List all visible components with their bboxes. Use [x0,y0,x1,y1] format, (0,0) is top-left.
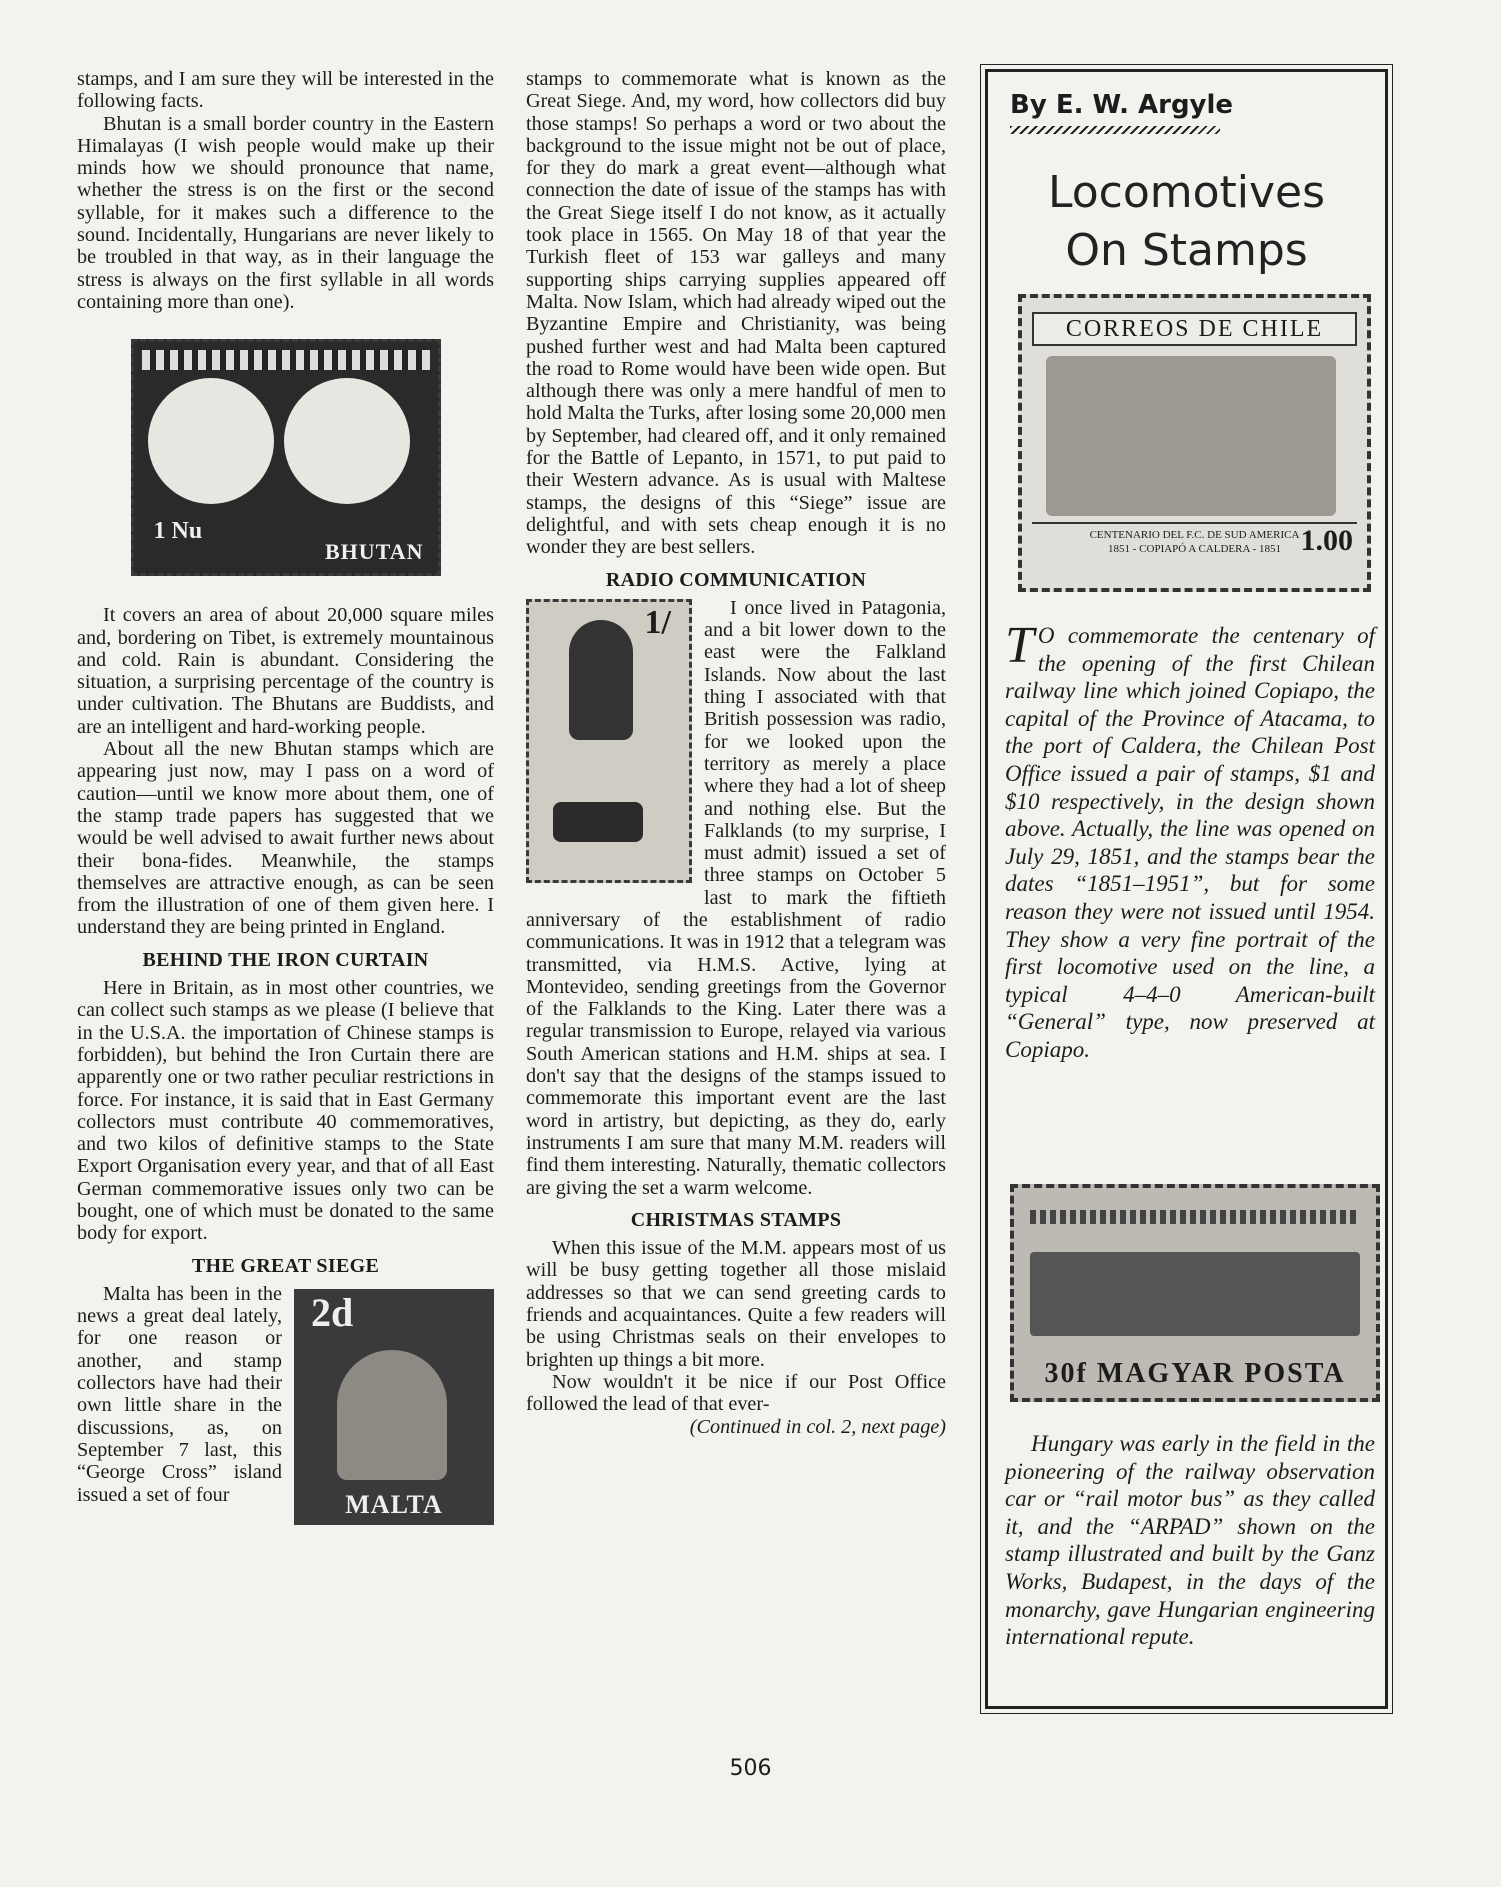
railcar-icon [1030,1252,1360,1336]
paragraph: I once lived in Patagonia, and a bit lower down to the east were the Falkland Islands. Now about the last thing I associated with that British possession was radio, for we looked upon the territory as merely a place where they had a lot of sheep and nothing else. But the Falklands (to my surprise, I must admit) issued a set of three stamps on October 5 last to mark the fiftieth anniversary of the establishment of radio communications. It was in 1912 that a telegram was transmitted, via H.M.S. Active, lying at Montevideo, sending greetings from the Governor of the Falklands to the King. Later there was a regular transmission to Europe, relayed via various South American stations and H.M. ships at sea. I don't say that the designs of the stamps issued to commemorate this important event are the last word in artistry, but depicting, as they do, early instruments I am sure that many M.M. readers will find them interesting. Naturally, thematic collectors are giving the set a warm welcome. [526,596,946,1199]
stamp-inscription: 30f MAGYAR POSTA [1044,1358,1346,1389]
paragraph: Malta has been in the news a great deal lately, for one reason or another, and stamp collectors have had their own little share in the discussions, as, on September 7 last, this “George Cross” island issued a set of four [77,1282,282,1506]
locomotive-icon [1046,356,1336,516]
section-heading: CHRISTMAS STAMPS [630,1208,842,1231]
bhutan-stamp-image [131,339,441,576]
paragraph: When this issue of the M.M. appears most of us will be busy getting together all those mislaid addresses so that we can send greeting cards to friends and acquaintances. Quite a few readers will be using Christmas seals on their envelopes to brighten up things a bit more. [526,1237,946,1371]
paragraph: Now wouldn't it be nice if our Post Office followed the lead of that ever- [526,1370,946,1416]
inscription-line: CENTENARIO DEL F.C. DE SUD AMERICA [1089,529,1300,541]
stamp-value: 1 Nu [153,518,203,545]
chile-stamp-image [1018,294,1371,592]
queen-portrait-icon [569,620,633,740]
column-2 [526,68,946,1438]
falklands-stamp-image [526,599,692,883]
wavy-underline [1010,126,1220,134]
caption-text: O commemorate the centenary of the opening of the first Chilean railway line which joined Copiapo, the capital of the Province of Atacama, to the port of Caldera, the Chilean Post Office issued a pair of stamps, $1 and $10 respectively, in the design shown above. Actually, the line was opened on July 29, 1851, and the stamps bear the dates “1851–1951”, but for some reason they were not issued until 1954. They show a very fine portrait of the first locomotive used on the line, a typical 4–4–0 American-built “General” type, now preserved at Copiapo. [1005,623,1375,1062]
section-heading: BEHIND THE IRON CURTAIN [142,948,429,971]
radio-set-icon [553,802,643,842]
dragons-emblem-icon [284,378,410,504]
hungary-stamp-image [1010,1184,1380,1402]
section-heading: RADIO COMMUNICATION [605,568,867,591]
stamp-border-pattern [142,350,430,370]
inscription-line: 1851 - COPIAPÓ A CALDERA - 1851 [1108,543,1281,555]
stamp-value: 1.00 [1300,524,1353,557]
stamp-country: BHUTAN [325,538,424,564]
stamp-title: CORREOS DE CHILE [1032,312,1357,346]
tree-emblem-icon [148,378,274,504]
title-line: On Stamps [1065,225,1308,276]
paragraph: stamps, and I am sure they will be interested in the following facts. [77,68,494,113]
paragraph: Bhutan is a small border country in the Eastern Himalayas (I wish people would make up their minds how we should pronounce that name, whether the stress is on the first or the second syllable, for it makes such a difference to the sound. Incidentally, Hungarians are never likely to be troubled in that way, as in their language the stress is always on the first syllable in all words containing more than one). [77,112,494,313]
section-heading: THE GREAT SIEGE [191,1254,380,1277]
stamp-border-pattern [1030,1210,1360,1224]
column-1 [77,68,494,1529]
article-title [988,164,1385,280]
chile-caption [1005,617,1375,1064]
hungary-caption: Hungary was early in the field in the pioneering of the railway observation car or “rail motor bus” as they called it, and the “ARPAD” shown on the stamp illustrated and built by the Ganz Works, Budapest, in the days of the monarchy, gave Hungarian engineering international repute. [1005,1431,1375,1650]
byline: By E. W. Argyle [1010,90,1234,120]
title-line: Locomotives [1047,167,1326,218]
paragraph: Here in Britain, as in most other countries, we can collect such stamps as we please (I believe that in the U.S.A. the importation of Chinese stamps is forbidden), but behind the Iron Curtain there are apparently one or two rather peculiar restrictions in force. For instance, it is said that in East Germany collectors must contribute 40 commemoratives, and two kilos of definitive stamps to the State Export Organisation every year, and that of all East German commemorative issues only two can be bought, one of which must be donated to the same body for export. [77,977,494,1245]
continued-note: (Continued in col. 2, next page) [689,1415,946,1438]
article-box [985,69,1388,1709]
malta-stamp-image [294,1289,494,1525]
stamp-value: 2d [311,1289,354,1335]
page-number: 506 [729,1756,772,1781]
madonna-figure-icon [337,1350,447,1480]
paragraph: About all the new Bhutan stamps which are appearing just now, may I pass on a word of caution—until we know more about them, one of the stamp trade papers has suggested that we would be well advised to await further news about their bona-fides. Meanwhile, the stamps themselves are attractive enough, as can be seen from the illustration of one of them given here. I understand they are being printed in England. [77,738,494,939]
stamp-country: MALTA [345,1489,443,1519]
paragraph: stamps to commemorate what is known as the Great Siege. And, my word, how collectors did buy those stamps! So perhaps a word or two about the background to the issue might not be out of place, for they do mark a great event—although what connection the date of issue of the stamps has with the Great Siege itself I do not know, as it actually took place in 1565. On May 18 of that year the Turkish fleet of 153 war galleys and many supporting ships carrying supplies appeared off Malta. Now Islam, which had already wiped out the Byzantine Empire and Christianity, was being pushed further west and had Malta been captured the road to Rome would have been wide open. But although there was only a mere handful of men to hold Malta the Turks, after losing some 20,000 men by September, had cleared off, and it only remained for the Battle of Lepanto, in 1571, to put paid to their Western advance. As is usual with Maltese stamps, the designs of this “Siege” issue are delightful, and with sets cheap enough it is no wonder they are best sellers. [526,68,946,559]
paragraph: It covers an area of about 20,000 square miles and, bordering on Tibet, is extremely mountainous and cold. Rain is abundant. Considering the situation, a surprising percentage of the country is under cultivation. The Bhutans are Buddists, and are an intelligent and hard-working people. [77,604,494,738]
drop-cap: T [1005,617,1034,674]
stamp-value: 1/ [644,603,671,641]
